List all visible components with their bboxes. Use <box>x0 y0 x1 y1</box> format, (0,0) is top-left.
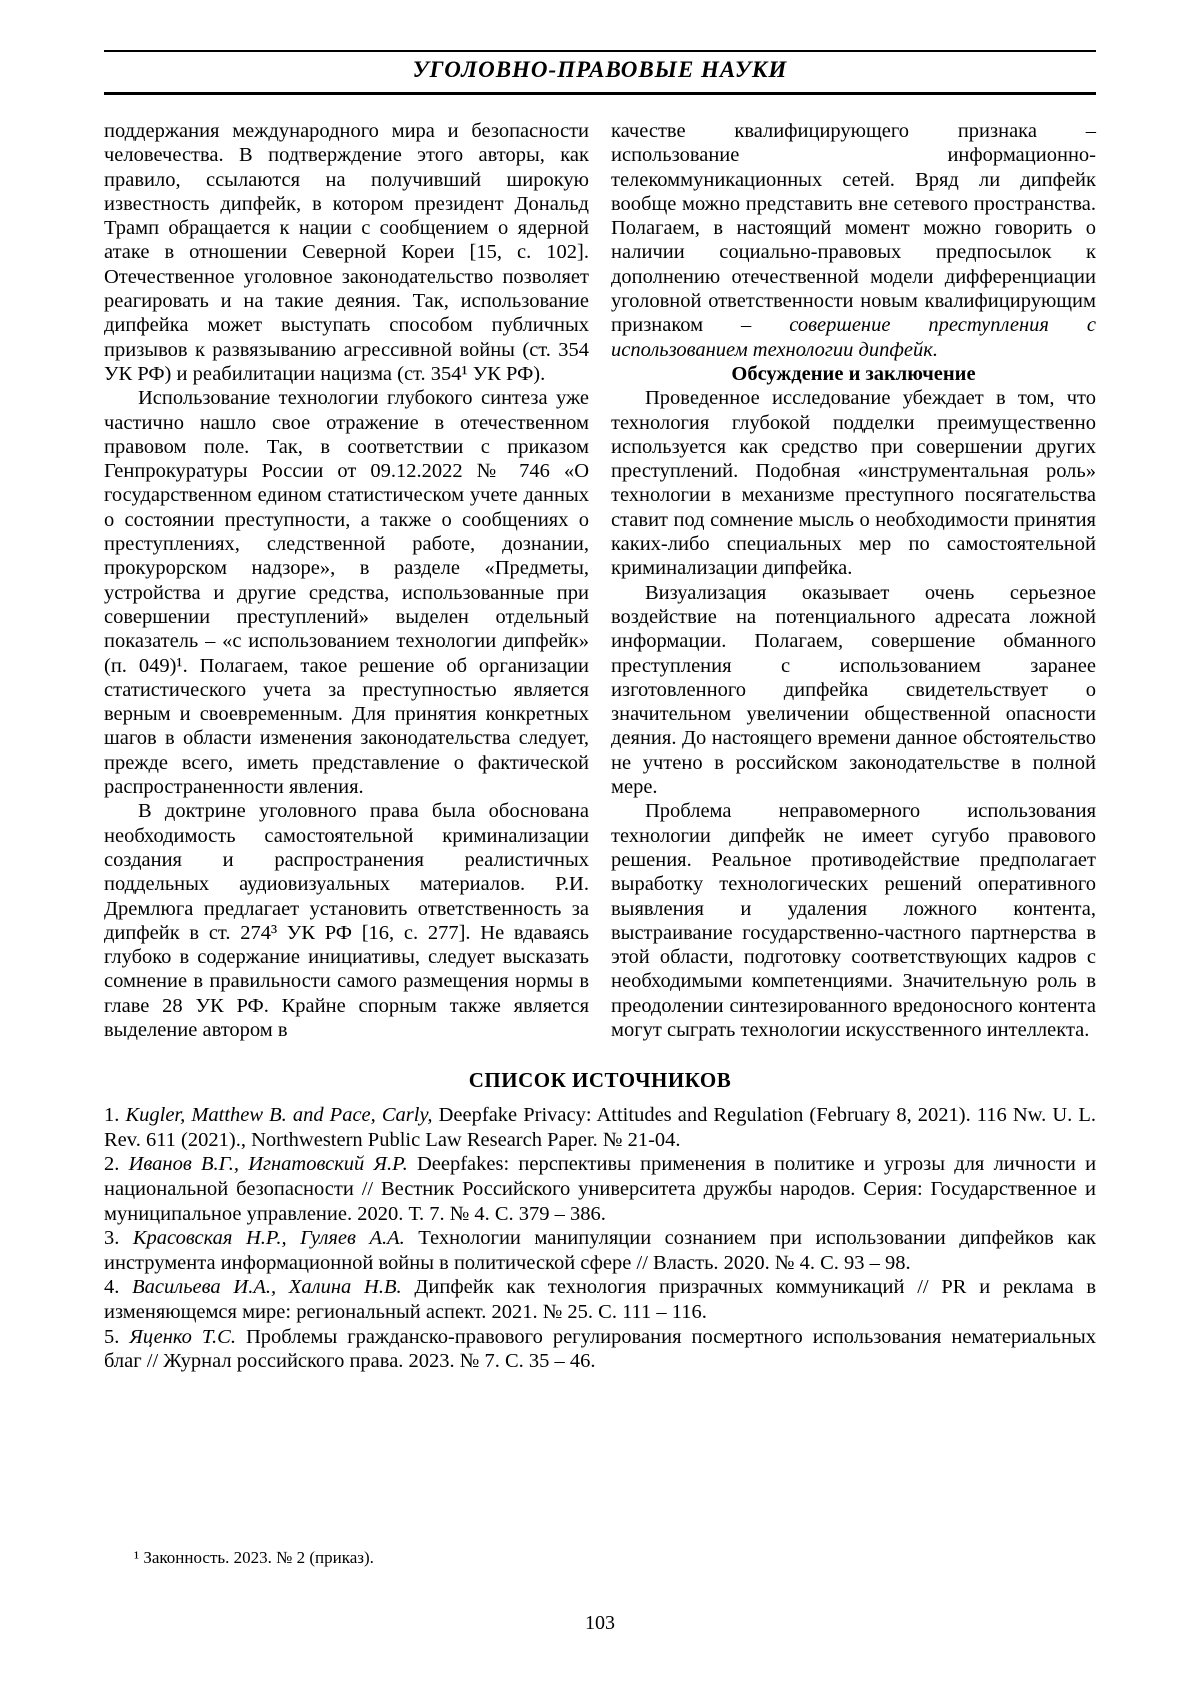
reference-item <box>104 1275 1096 1324</box>
paragraph: Визуализация оказывает очень серьезное воздействие на потенциального адресата ложной информации. Полагаем, совершение обманного преступления с использованием заранее изготовленного дипфейка свидетельствует о значительном увеличении общественной опасности деяния. До настоящего времени данное обстоятельство не учтено в российском законодательстве в полной мере. <box>611 581 1096 799</box>
paragraph: В доктрине уголовного права была обоснована необходимость самостоятельной криминализации создания и распространения реалистичных поддельных аудиовизуальных материалов. Р.И. Дремлюга предлагает установить ответственность за дипфейк в ст. 274³ УК РФ [16, с. 277]. Не вдаваясь глубоко в содержание инициативы, следует высказать сомнение в правильности самого размещения нормы в главе 28 УК РФ. Крайне спорным также является выделение автором в <box>104 800 589 1041</box>
reference-number: 1. <box>104 1104 120 1127</box>
paragraph: Проблема неправомерного использования технологии дипфейк не имеет сугубо правового решения. Реальное противодействие предполагает выработку технологических решений оперативного выявления и удаления ложного контента, выстраивание государственно-частного партнерства в этой области, подготовку соответствующих кадров с необходимыми компетенциями. Значительную роль в преодолении синтезированного вредоносного контента могут сыграть технологии искусственного интеллекта. <box>611 800 1096 1041</box>
reference-text: Проблемы гражданско-правового регулирования посмертного использования нематериальных благ // Журнал российского права. 2023. № 7. С. 35 – 46. <box>104 1325 1096 1373</box>
reference-text: Технологии манипуляции сознанием при использовании дипфейков как инструмента информационной войны в политической сфере // Власть. 2020. № 4. С. 93 – 98. <box>104 1227 1097 1274</box>
page-number: 103 <box>585 1612 615 1634</box>
reference-item <box>104 1325 1096 1374</box>
reference-authors: Kugler, Matthew B. and Pace, Carly, <box>125 1104 433 1127</box>
left-column <box>104 119 589 1042</box>
reference-authors: Яценко Т.С. <box>129 1325 236 1348</box>
paragraph-continuation <box>611 119 1096 362</box>
reference-number: 5. <box>104 1325 120 1348</box>
references-title: СПИСОК ИСТОЧНИКОВ <box>468 1068 732 1093</box>
reference-text: Дипфейк как технология призрачных коммуникаций // PR и реклама в изменяющемся мире: региональный аспект. 2021. № 25. С. 111 – 116. <box>104 1276 1097 1324</box>
reference-item <box>104 1226 1096 1275</box>
reference-text: Deepfake Privacy: Attitudes and Regulation (February 8, 2021). 116 Nw. U. L. Rev. 611 (2021)., Northwestern Public Law Research Paper. № 21-04. <box>104 1104 1096 1151</box>
reference-number: 2. <box>104 1153 120 1176</box>
article-body <box>104 119 1096 1042</box>
reference-item <box>104 1152 1096 1226</box>
reference-item <box>104 1103 1096 1152</box>
reference-text: Deepfakes: перспективы применения в политике и угрозы для личности и национальной безопасности // Вестник Российского университета дружбы народов. Серия: Государственное и муниципальное управление. 2020. Т. 7. № 4. С. 379 – 386. <box>104 1153 1097 1225</box>
reference-authors: Иванов В.Г., Игнатовский Я.Р. <box>128 1153 408 1176</box>
footnote: ¹ Законность. 2023. № 2 (приказ). <box>134 1548 374 1567</box>
reference-authors: Красовская Н.Р., Гуляев А.А. <box>132 1227 405 1250</box>
paragraph-continuation: поддержания международного мира и безопасности человечества. В подтверждение этого авторы, как правило, ссылаются на получивший широкую известность дипфейк, в котором президент Дональд Трамп обращается к нации с сообщением о ядерной атаке в отношении Северной Кореи [15, с. 102]. Отечественное уголовное законодательство позволяет реагировать и на такие деяния. Так, использование дипфейка может выступать способом публичных призывов к развязыванию агрессивной войны (ст. 354 УК РФ) и реабилитации нацизма (ст. 354¹ УК РФ). <box>104 120 589 385</box>
running-head <box>104 50 1096 95</box>
emphasized-phrase: совершение преступления с использованием технологии дипфейк. <box>611 314 1096 361</box>
references-section <box>104 1068 1096 1374</box>
section-rubric-title: УГОЛОВНО-ПРАВОВЫЕ НАУКИ <box>412 57 788 82</box>
reference-number: 4. <box>104 1276 120 1299</box>
paragraph: Использование технологии глубокого синтеза уже частично нашло свое отражение в отечественном правовом поле. Так, в соответствии с приказом Генпрокуратуры России от 09.12.2022 № 746 «О государственном едином статистическом учете данных о состоянии преступности, а также о сообщениях о преступлениях, следственной работе, дознании, прокурорском надзоре», в разделе «Предметы, устройства и другие средства, использованные при совершении преступлений» выделен отдельный показатель – «с использованием технологии дипфейк» (п. 049)¹. Полагаем, такое решение об организации статистического учета за преступностью является верным и своевременным. Для принятия конкретных шагов в области изменения законодательства следует, прежде всего, иметь представление о фактической распространенности явления. <box>104 387 589 799</box>
reference-authors: Васильева И.А., Халина Н.В. <box>132 1276 402 1299</box>
reference-number: 3. <box>104 1227 120 1250</box>
paragraph-text: качестве квалифицирующего признака – использование информационно-телекоммуникационных сетей. Вряд ли дипфейк вообще можно представить вне сетевого пространства. Полагаем, в настоящий момент можно говорить о наличии социально-правовых предпосылок к дополнению отечественной модели дифференциации уголовной ответственности новым квалифицирующим признаком – <box>611 120 1096 337</box>
right-column <box>611 119 1096 1042</box>
paragraph: Проведенное исследование убеждает в том, что технология глубокой подделки преимущественно используется как средство при совершении других преступлений. Подобная «инструментальная роль» технологии в механизме преступного посягательства ставит под сомнение мысль о необходимости принятия каких-либо специальных мер по самостоятельной криминализации дипфейка. <box>611 387 1096 580</box>
subsection-heading: Обсуждение и заключение <box>731 362 976 385</box>
